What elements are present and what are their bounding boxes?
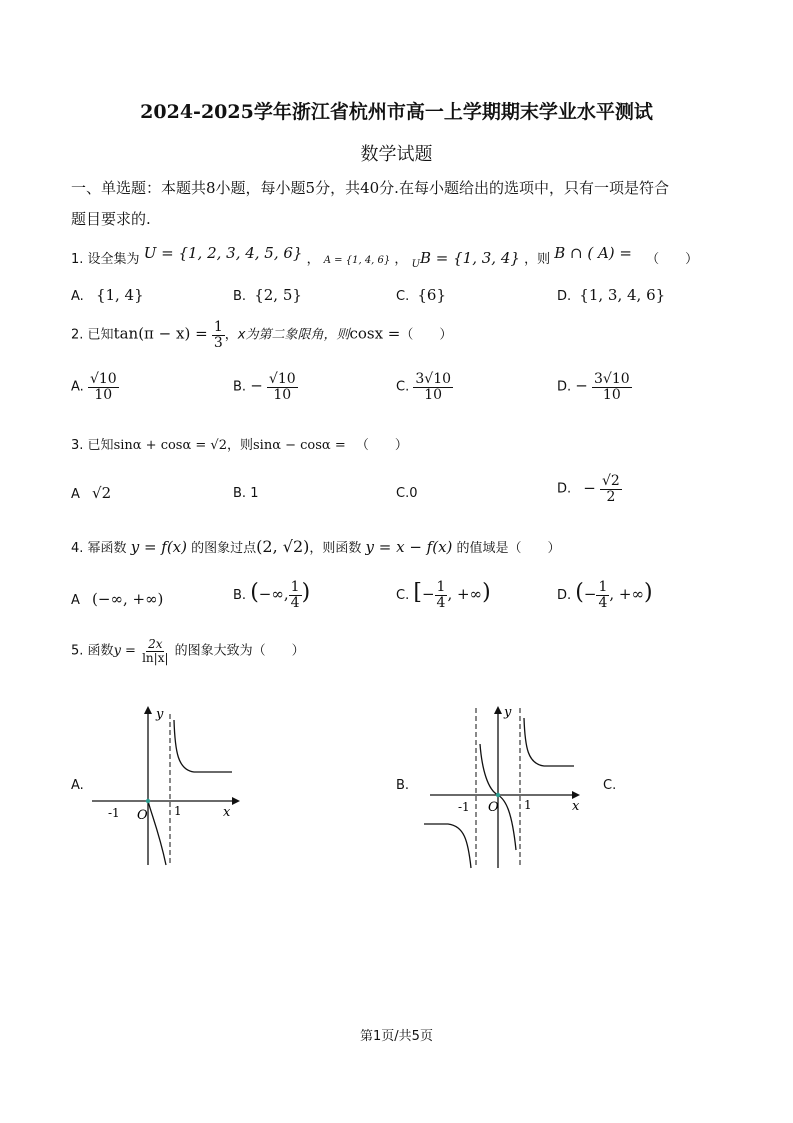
page-title: 2024-2025学年浙江省杭州市高一上学期期末学业水平测试: [140, 101, 653, 123]
y-axis-arrow-icon: [494, 706, 502, 714]
q4-option-c: C. [− $\frac{1}{4}$ , +∞): [396, 579, 491, 611]
cos-expression: cosx =: [349, 324, 401, 343]
question-ask: B ∩ ( A) =: [554, 244, 632, 262]
question-5: 5. 函数y = $\frac{2x}{\ln|x|}$ 的图象大致为（ ）: [71, 637, 305, 665]
question-2: 2. 已知tan(π − x) = $\frac{1}{3}$ ，x为第二象限角，则cosx =（ ）: [71, 319, 453, 351]
origin-label: O: [137, 808, 148, 823]
origin-label: O: [488, 800, 499, 815]
curve-left-branch: [424, 824, 471, 868]
x-axis-arrow-icon: [572, 791, 580, 799]
q3-option-b: B. 1: [233, 486, 259, 501]
q5-option-a-label: A.: [71, 778, 84, 793]
y-axis-label: y: [156, 707, 164, 722]
q2-option-c: C. $\frac{3√10}{10}$: [396, 371, 452, 403]
question-4: 4. 幂函数 y = f(x) 的图象过点(2, √2)，则函数 y = x − f(x) 的值域是（ ）: [71, 537, 561, 556]
q2-option-d: D. − $\frac{3√10}{10}$: [557, 371, 630, 403]
tick-neg1-label: -1: [458, 800, 470, 814]
q1-option-d: D. {1, 3, 4, 6}: [557, 286, 666, 304]
x-axis-arrow-icon: [232, 797, 240, 805]
curve-right-branch: [174, 720, 232, 772]
tick-1-label: 1: [174, 804, 182, 818]
q3-option-c: C.0: [396, 486, 418, 501]
graph-option-b: [418, 700, 588, 870]
y-axis-label: y: [504, 705, 512, 720]
q4-option-a: A (−∞, +∞): [71, 590, 164, 608]
q1-option-b: B. {2, 5}: [233, 286, 302, 304]
q4-option-d: D. (− $\frac{1}{4}$ , +∞): [557, 579, 653, 611]
section-heading-line2: 题目要求的.: [71, 210, 151, 228]
q2-option-a: A. $\frac{√10}{10}$: [71, 371, 117, 403]
complement-b: $_U$B = {1, 3, 4}: [411, 249, 520, 270]
q4-option-b: B. (−∞, $\frac{1}{4}$ ): [233, 579, 311, 611]
q3-option-d: D. − $\frac{√2}{2}$: [557, 473, 620, 505]
section-heading-line1: 一、单选题：本题共8小题，每小题5分，共40分.在每小题给出的选项中，只有一项是符合: [71, 179, 669, 197]
tan-expression: tan(π − x) =: [113, 324, 208, 343]
q2-option-b: B. − $\frac{√10}{10}$: [233, 371, 296, 403]
origin-dot: [146, 799, 150, 803]
page-subtitle: 数学试题: [360, 144, 433, 165]
q5-option-b-label: B.: [396, 778, 410, 793]
sum-expression: sinα + cosα = √2: [113, 438, 227, 453]
curve-right-branch: [524, 718, 574, 766]
q3-option-a: A √2: [71, 484, 112, 502]
point: (2, √2): [256, 537, 310, 556]
question-1: 1. 设全集为 U = {1, 2, 3, 4, 5, 6} ， A = {1, 4, 6} ， $_U$B = {1, 3, 4} ，则 B ∩ ( A) = （ ）: [71, 244, 699, 270]
q1-option-c: C. {6}: [396, 286, 446, 304]
question-stem: 设全集为: [87, 252, 140, 267]
tick-1-label: 1: [524, 798, 532, 812]
q5-option-c-label: C.: [603, 778, 617, 793]
fraction: $\frac{1}{3}$: [213, 319, 223, 351]
origin-dot: [496, 793, 500, 797]
graph-option-a: [86, 700, 246, 870]
x-axis-label: x: [223, 805, 231, 820]
curve-middle-branch: [148, 801, 166, 865]
diff-expression: sinα − cosα =: [253, 438, 346, 453]
answer-paren: （ ）: [646, 252, 699, 267]
tick-neg1-label: -1: [108, 806, 120, 820]
set-a: A = {1, 4, 6}: [323, 255, 391, 266]
question-number: 1.: [71, 252, 84, 267]
question-3: 3. 已知sinα + cosα = √2，则sinα − cosα = （ ）: [71, 438, 408, 453]
x-axis-label: x: [572, 799, 580, 814]
y-axis-arrow-icon: [144, 706, 152, 714]
q1-option-a: A. {1, 4}: [71, 286, 144, 304]
set-u: U = {1, 2, 3, 4, 5, 6}: [143, 244, 303, 262]
page-footer: 第1页/共5页: [360, 1029, 433, 1044]
